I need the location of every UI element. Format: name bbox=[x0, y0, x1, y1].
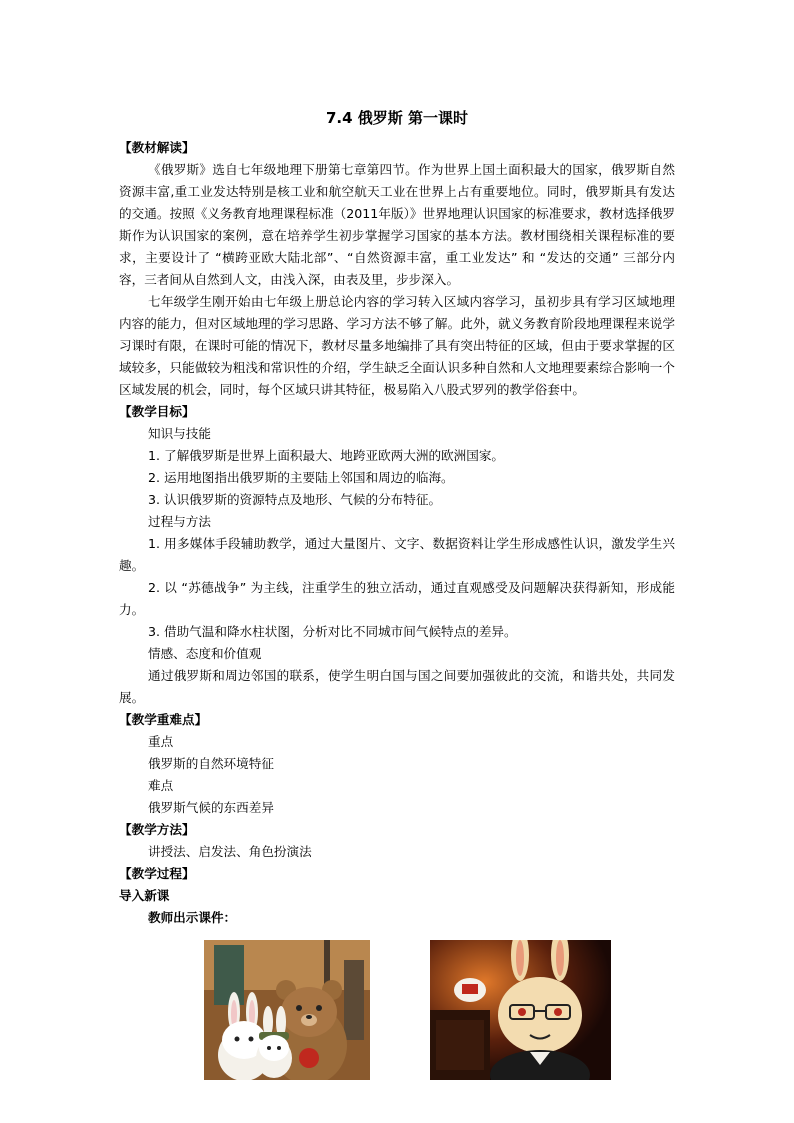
section-heading-methods: 【教学方法】 bbox=[119, 822, 195, 837]
subheading-knowledge: 知识与技能 bbox=[147, 426, 211, 441]
list-item: 3. 认识俄罗斯的资源特点及地形、气候的分布特征。 bbox=[147, 492, 442, 507]
cartoon-image-left bbox=[204, 940, 370, 1080]
section-heading-textbook: 【教材解读】 bbox=[119, 140, 195, 155]
list-item: 1. 用多媒体手段辅助教学，通过大量图片、文字、数据资料让学生形成感性认识，激发学生兴趣。 bbox=[119, 536, 675, 573]
section-heading-keypoints: 【教学重难点】 bbox=[119, 712, 208, 727]
paragraph-textbook-2: 七年级学生刚开始由七年级上册总论内容的学习转入区域内容学习，虽初步具有学习区域地理内容的能力，但对区域地理的学习思路、学习方法不够了解。此外，就义务教育阶段地理课程来说学习课时有限，在课时可能的情况下，教材尽量多地编排了具有突出特征的区域，但由于要求掌握的区域较多，只能做较为粗浅和常识性的介绍，学生缺乏全面认识多种自然和人文地理要素综合影响一个区域发展的机会，同时，每个区域只讲其特征，极易陷入八股式罗列的教学俗套中。 bbox=[119, 294, 675, 397]
subheading-difficulty: 难点 bbox=[147, 778, 174, 793]
subheading-values: 情感、态度和价值观 bbox=[147, 646, 262, 661]
paragraph-textbook-1: 《俄罗斯》选自七年级地理下册第七章第四节。作为世界上国土面积最大的国家，俄罗斯自然资源丰富,重工业发达特别是核工业和航空航天工业在世界上占有重要地位。同时，俄罗斯具有发达的交通。按照《义务教育地理课程标准（2011年版）》世界地理认识国家的标准要求，教材选择俄罗斯作为认识国家的案例，意在培养学生初步掌握学习国家的基本方法。教材围绕相关课程标准的要求，主要设计了 “横跨亚欧大陆北部”、“自然资源丰富，重工业发达” 和 “发达的交通” 三部分内容，三者间从自然到人文，由浅入深，由表及里，步步深入。 bbox=[119, 162, 675, 287]
list-item: 2. 运用地图指出俄罗斯的主要陆上邻国和周边的临海。 bbox=[147, 470, 454, 485]
cartoon-image-right bbox=[430, 940, 611, 1080]
subheading-key: 重点 bbox=[147, 734, 174, 749]
list-item: 2. 以 “苏德战争” 为主线，注重学生的独立活动，通过直观感受及问题解决获得新知，形成能力。 bbox=[119, 580, 675, 617]
subheading-intro: 导入新课 bbox=[119, 888, 170, 903]
courseware-label: 教师出示课件： bbox=[147, 910, 237, 925]
list-item: 1. 了解俄罗斯是世界上面积最大、地跨亚欧两大洲的欧洲国家。 bbox=[147, 448, 505, 463]
methods-text: 讲授法、启发法、角色扮演法 bbox=[147, 844, 312, 859]
cartoon-rabbits-bear-illustration bbox=[204, 940, 370, 1080]
paragraph-values: 通过俄罗斯和周边邻国的联系，使学生明白国与国之间要加强彼此的交流，和谐共处，共同发展。 bbox=[119, 668, 675, 705]
cartoon-rabbit-glasses-illustration bbox=[430, 940, 611, 1080]
difficulty-text: 俄罗斯气候的东西差异 bbox=[147, 800, 274, 815]
list-item: 3. 借助气温和降水柱状图，分析对比不同城市间气候特点的差异。 bbox=[147, 624, 517, 639]
key-point-text: 俄罗斯的自然环境特征 bbox=[147, 756, 274, 771]
document-body bbox=[119, 137, 675, 929]
page-title: 7.4 俄罗斯 第一课时 bbox=[325, 109, 469, 127]
section-heading-objectives: 【教学目标】 bbox=[119, 404, 195, 419]
subheading-process: 过程与方法 bbox=[147, 514, 211, 529]
section-heading-process: 【教学过程】 bbox=[119, 866, 195, 881]
